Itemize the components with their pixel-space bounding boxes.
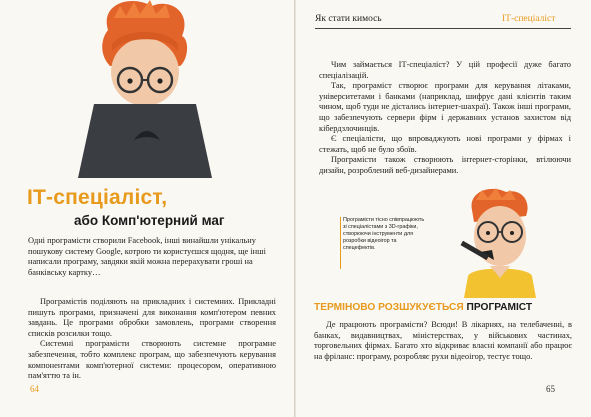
running-head-section: ІТ-спеціаліст bbox=[502, 14, 556, 24]
left-page bbox=[0, 0, 294, 417]
section-heading-dark: ПРОГРАМІСТ bbox=[466, 302, 533, 313]
running-head: Як стати кимось bbox=[315, 14, 382, 24]
right-bottom-text bbox=[314, 320, 572, 362]
paragraph: Системні програмісти створюють системне програмне забезпечення, тобто комплекс програм, що забезпечують керування компонентами комп'ютерної системи: процесором, оперативною пам'яттю та ін. bbox=[28, 339, 276, 381]
paragraph: Програмістів поділяють на прикладних і системних. Прикладні пишуть програми, призначені для виконання комп'ютером певних завдань. Це програми обробки замовлень, програми створення списків розсилки тощо. bbox=[28, 297, 276, 338]
right-page bbox=[296, 0, 591, 417]
intro-paragraph: Одні програмісти створили Facebook, інші винайшли унікальну пошукову систему Google, котрою ти користуєшся щодня, ще інші написали програму, завдяки якій можна перерахувати гроші на банківську картку… bbox=[28, 236, 266, 277]
left-body-text bbox=[28, 297, 276, 382]
paragraph: Так, програміст створює програми для керування літаками, університетами і банками (наприклад, шифрує дані клієнтів таким чином, щоб туди не дістались інтернет-шахраї). Також інші програми, що забезпечують сервери фірм і державних установ захистом від кібердзлочинців. bbox=[319, 81, 571, 133]
right-body-text bbox=[319, 60, 571, 177]
page-number: 65 bbox=[546, 384, 555, 394]
programmer-glasses-illustration bbox=[446, 188, 546, 298]
chapter-subtitle: або Комп'ютерний маг bbox=[74, 213, 225, 228]
illustration-caption: Програмісти тісно співпрацюють зі спеціалістами з 3D-графіки, створюючи інструменти для розробки відеоігор та спецефектів. bbox=[343, 217, 425, 251]
paragraph: Є спеціалісти, що впроваджують нові програми у фірмах і стежать, щоб не було збоїв. bbox=[319, 134, 571, 154]
paragraph: Чим займається ІТ-спеціаліст? У цій професії дуже багато спеціалізацій. bbox=[319, 60, 571, 80]
chapter-title: ІТ-спеціаліст, bbox=[27, 186, 168, 209]
header-rule bbox=[315, 28, 571, 29]
programmer-laptop-illustration bbox=[70, 0, 220, 178]
section-heading-accent: ТЕРМІНОВО РОЗШУКУЄТЬСЯ bbox=[314, 302, 464, 313]
paragraph: Програмісти також створюють інтернет-сторінки, втілюючи дизайн, розроблений веб-дизайнерами. bbox=[319, 155, 571, 175]
page-number: 64 bbox=[30, 384, 39, 394]
paragraph: Де працюють програмісти? Всюди! В лікарнях, на телебаченні, в банках, видавництвах, міністерствах, у військових частинах, торговельних фірмах. Багато хто відкриває власні компанії або працює на фріланс: програму, розробляє рухи відеоігор, тестує тощо. bbox=[314, 320, 572, 361]
caption-accent-bar bbox=[340, 217, 341, 269]
section-heading bbox=[314, 302, 532, 313]
